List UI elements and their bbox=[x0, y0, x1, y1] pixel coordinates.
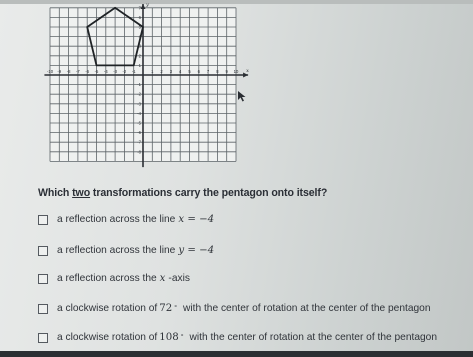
checkbox[interactable] bbox=[38, 304, 48, 314]
x-tick-label: -4 bbox=[103, 69, 108, 74]
top-edge bbox=[0, 0, 473, 4]
emphasis-word: two bbox=[72, 187, 91, 199]
y-tick-label: 2 bbox=[138, 53, 141, 59]
checkbox[interactable] bbox=[38, 274, 48, 284]
choice-rotation-72[interactable]: a clockwise rotation of 72 ° with the center of rotation at the center of the pentagon bbox=[38, 303, 431, 314]
y-tick-label: -4 bbox=[137, 110, 141, 116]
x-tick-label: -1 bbox=[131, 69, 136, 74]
x-tick-label: 1 bbox=[151, 69, 154, 74]
y-tick-label: -8 bbox=[137, 149, 141, 155]
y-tick-label: 1 bbox=[138, 62, 141, 68]
y-axis-label: y bbox=[146, 1, 149, 8]
x-tick-label: -3 bbox=[113, 69, 117, 74]
y-tick-label: 4 bbox=[138, 34, 141, 40]
mouse-cursor-icon bbox=[237, 90, 247, 102]
y-tick-label: -7 bbox=[137, 139, 141, 145]
x-tick-label: 4 bbox=[179, 69, 182, 74]
choice-reflection-x-neg4[interactable]: a reflection across the line x = −4 bbox=[38, 214, 217, 225]
x-tick-label: -5 bbox=[94, 69, 99, 74]
x-tick-label: 9 bbox=[225, 69, 228, 74]
choice-reflection-y-neg4[interactable]: a reflection across the line y = −4 bbox=[38, 245, 217, 256]
y-tick-label: 6 bbox=[138, 14, 141, 20]
choice-rotation-108[interactable]: a clockwise rotation of 108 ° with the center of rotation at the center of the pentagon bbox=[38, 332, 437, 343]
x-tick-label: -7 bbox=[76, 69, 80, 74]
x-tick-label: -6 bbox=[85, 69, 90, 74]
bottom-bar bbox=[0, 351, 473, 357]
y-tick-label: -2 bbox=[137, 91, 141, 97]
x-tick-label: -8 bbox=[66, 69, 71, 74]
coordinate-grid-graph bbox=[46, 1, 249, 176]
y-tick-label: 7 bbox=[138, 5, 141, 11]
x-tick-label: 3 bbox=[169, 69, 173, 74]
checkbox[interactable] bbox=[38, 246, 48, 256]
x-tick-label: 7 bbox=[206, 69, 210, 74]
y-axis-arrow-icon bbox=[138, 4, 146, 11]
x-tick-label: 10 bbox=[233, 69, 239, 74]
x-tick-label: 6 bbox=[197, 69, 200, 74]
y-tick-label: -6 bbox=[137, 130, 141, 136]
x-tick-label: 2 bbox=[160, 69, 163, 74]
x-tick-label: -2 bbox=[122, 69, 127, 74]
checkbox[interactable] bbox=[38, 215, 48, 225]
y-tick-label: -5 bbox=[137, 120, 141, 126]
x-tick-label: -10 bbox=[46, 69, 54, 74]
choice-reflection-x-axis[interactable]: a reflection across the x -axis bbox=[38, 273, 190, 284]
question-text: Which two transformations carry the pentagon onto itself? bbox=[38, 187, 328, 199]
y-tick-label: 3 bbox=[138, 43, 141, 49]
y-tick-label: -1 bbox=[137, 82, 141, 88]
x-axis-label: x bbox=[246, 68, 249, 74]
y-tick-label: 5 bbox=[138, 24, 141, 30]
y-tick-label: -3 bbox=[137, 101, 141, 107]
x-tick-label: -9 bbox=[57, 69, 62, 74]
x-tick-label: 8 bbox=[216, 69, 219, 74]
checkbox[interactable] bbox=[38, 333, 48, 343]
x-tick-label: 5 bbox=[188, 69, 191, 74]
